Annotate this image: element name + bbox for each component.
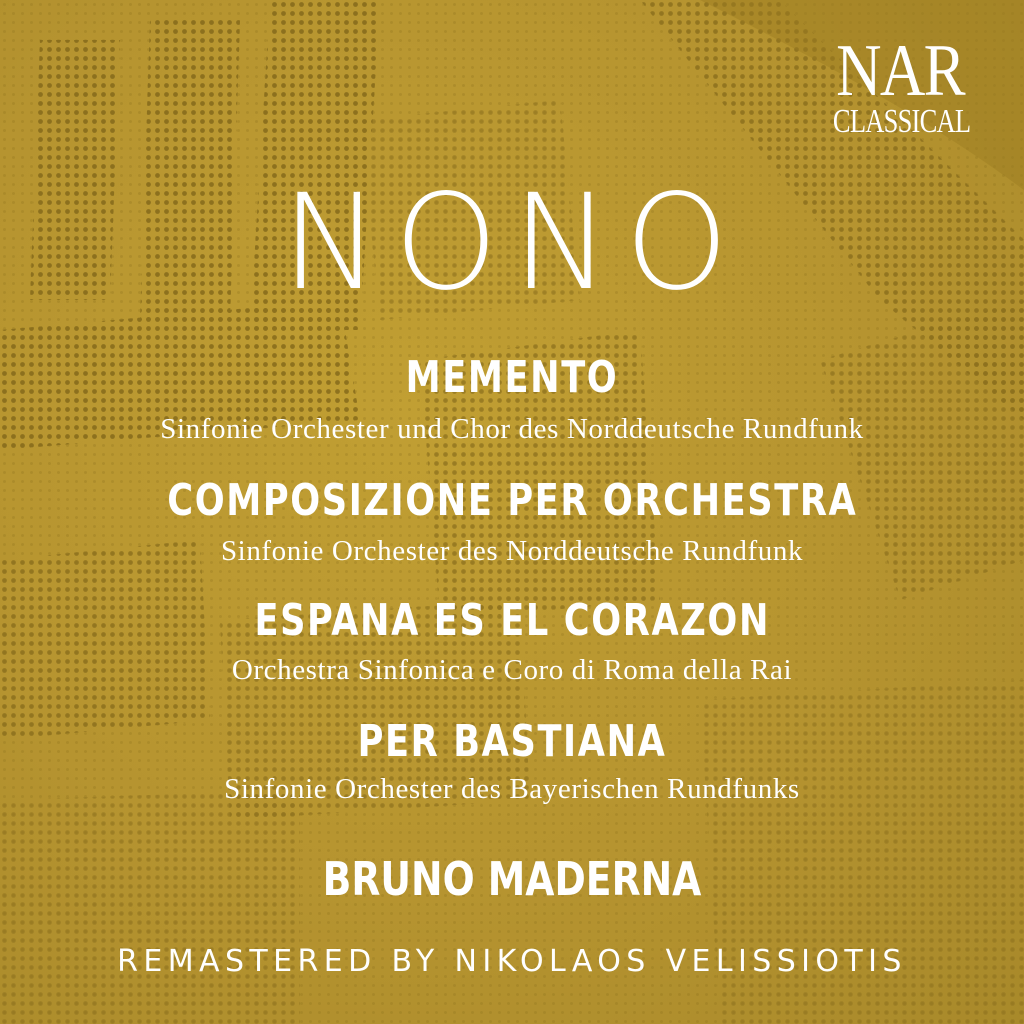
work-performer-3: Orchestra Sinfonica e Coro di Roma della Rai <box>231 654 793 686</box>
work-performer-4: Sinfonie Orchester des Bayerischen Rundfunks <box>224 773 800 805</box>
conductor-name: BRUNO MADERNA <box>322 852 702 906</box>
work-title-2: COMPOSIZIONE PER ORCHESTRA <box>166 475 858 526</box>
work-performer-1: Sinfonie Orchester und Chor des Norddeutsche Rundfunk <box>160 413 864 445</box>
work-performer-2: Sinfonie Orchester des Norddeutsche Rundfunk <box>220 535 804 567</box>
work-title-1: MEMENTO <box>405 352 619 403</box>
work-title-3: ESPANA ES EL CORAZON <box>254 595 770 646</box>
nar-classical-logo <box>814 30 986 148</box>
logo-classical-text: CLASSICAL <box>832 103 971 140</box>
composer-name: NONO <box>281 166 743 320</box>
logo-nar-text: NAR <box>836 30 964 112</box>
work-title-4: PER BASTIANA <box>357 716 667 767</box>
remaster-credit: REMASTERED BY NIKOLAOS VELISSIOTIS <box>117 944 907 979</box>
